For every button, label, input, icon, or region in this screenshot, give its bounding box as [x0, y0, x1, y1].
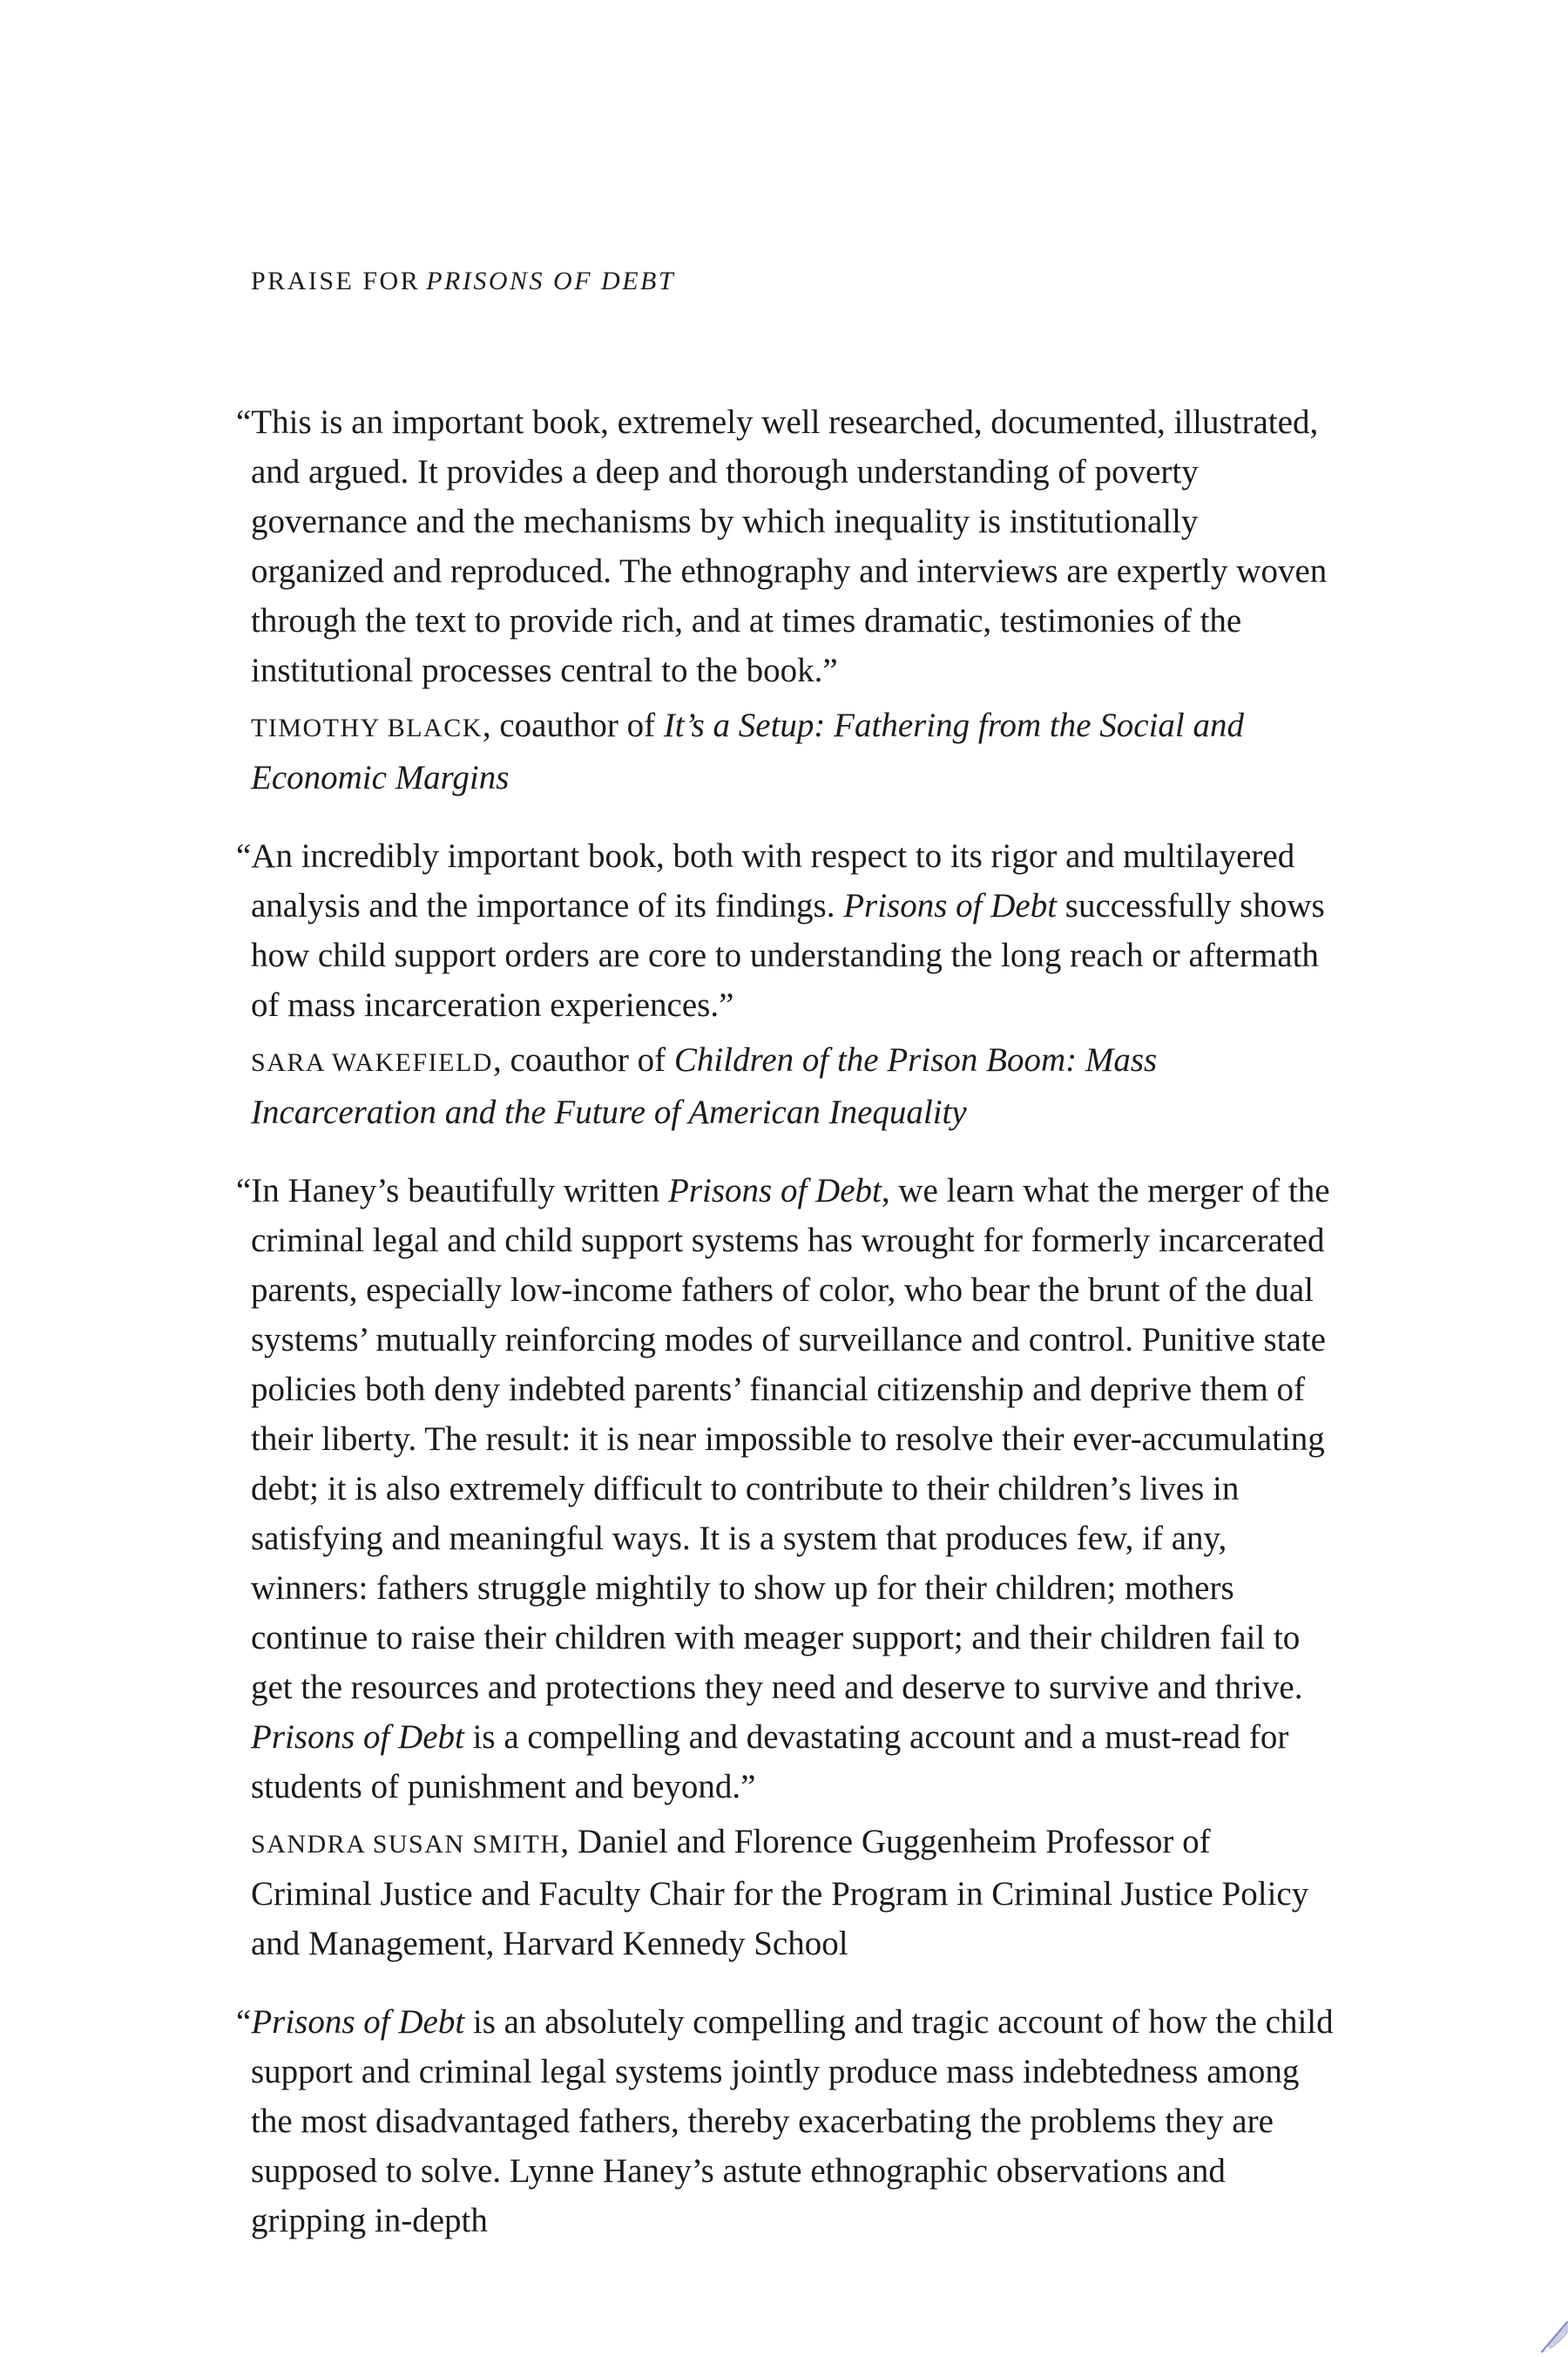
quote-text-run: “ — [236, 2003, 252, 2041]
quote-text — [236, 831, 1338, 1030]
quote-text — [236, 397, 1338, 695]
quote-text-run: is an absolutely compelling and tragic account of how the child support and criminal legal systems jointly produce mass indebtedness among the most disadvantaged fathers, thereby exacerbating the problems they are supposed to solve. Lynne Haney’s astute ethnographic observations and gripping in-depth — [251, 2003, 1334, 2239]
attribution-run: , Daniel and Florence Guggenheim Professor of Criminal Justice and Faculty Chair for the Program in Criminal Justice Policy and Management, Harvard Kennedy School — [251, 1823, 1309, 1962]
quote-text-run: “An incredibly important book, both with respect to its rigor and multilayered analysis and the importance of its findings. — [236, 837, 1295, 925]
quote-attribution — [251, 1035, 1338, 1137]
attribution-run: Children of the Prison Boom: Mass Incarceration and the Future of American Inequality — [251, 1041, 1158, 1131]
quote-text-run: , we learn what the merger of the criminal legal and child support systems has wrought for formerly incarcerated parents, especially low-income fathers of color, who bear the brunt of the dual systems’ mutually reinforcing modes of surveillance and control. Punitive state policies both deny indebted parents’ financial citizenship and deprive them of their liberty. The result: it is near impossible to resolve their ever-accumulating debt; it is also extremely difficult to contribute to their children’s lives in satisfying and meaningful ways. It is a system that produces few, if any, winners: fathers struggle mightily to show up for their children; mothers continue to raise their children with meager support; and their children fail to get the resources and protections they need and deserve to survive and thrive. — [251, 1172, 1330, 1706]
quote-text-run: Prisons of Debt — [251, 1718, 464, 1756]
quote-text-run: Prisons of Debt — [843, 887, 1058, 925]
quote-attribution — [251, 1817, 1338, 1968]
book-praise-page — [236, 0, 1338, 2245]
page-title — [251, 267, 1338, 296]
praise-quote — [236, 1166, 1338, 1968]
quote-attribution — [251, 701, 1338, 803]
quote-text-run: “This is an important book, extremely well researched, documented, illustrated, and argued. It provides a deep and thorough understanding of poverty governance and the mechanisms by which inequality is institutionally organized and reproduced. The ethnography and interviews are expertly woven through the text to provide rich, and at times dramatic, testimonies of the institutional processes central to the book.” — [236, 403, 1328, 689]
attribution-run: It’s a Setup: Fathering from the Social and Economic Margins — [251, 707, 1244, 796]
praise-quote — [236, 1997, 1338, 2245]
page-curl-icon — [1540, 2321, 1568, 2353]
book-title: PRISONS OF DEBT — [426, 267, 676, 295]
quote-text-run: successfully shows how child support orders are core to understanding the long reach or aftermath of mass incarceration experiences.” — [251, 887, 1325, 1024]
page-curl-decoration[interactable] — [1540, 2321, 1568, 2353]
quote-text-run: is a compelling and devastating account and a must-read for students of punishment and beyond.” — [251, 1718, 1289, 1805]
attribution-name: SARA WAKEFIELD — [251, 1048, 493, 1077]
praise-quote — [236, 397, 1338, 803]
attribution-run: , coauthor of — [482, 707, 664, 744]
praise-quote — [236, 831, 1338, 1137]
quote-text-run: “In Haney’s beautifully written — [236, 1172, 669, 1209]
quote-text — [236, 1997, 1338, 2245]
quote-text — [236, 1166, 1338, 1812]
page-title-prefix: PRAISE FOR — [251, 267, 421, 295]
praise-quotes-list — [236, 397, 1338, 2245]
attribution-name: TIMOTHY BLACK — [251, 714, 483, 742]
quote-text-run: Prisons of Debt — [668, 1172, 882, 1209]
attribution-name: SANDRA SUSAN SMITH — [251, 1830, 561, 1859]
attribution-run: , coauthor of — [492, 1041, 674, 1079]
quote-text-run: Prisons of Debt — [251, 2003, 465, 2041]
